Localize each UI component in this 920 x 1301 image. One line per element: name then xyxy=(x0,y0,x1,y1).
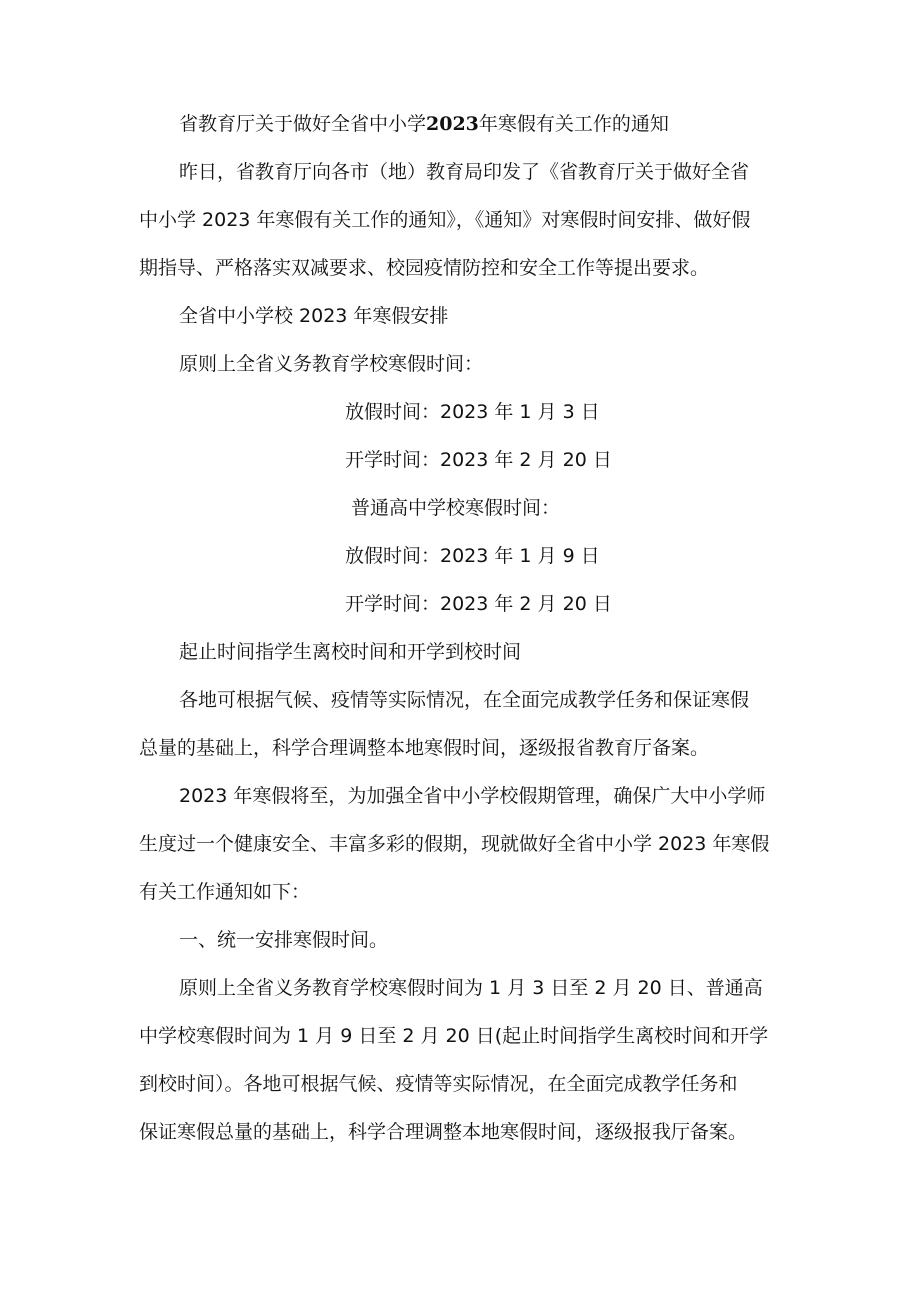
document-title xyxy=(139,112,789,136)
paragraph-line: 到校时间）。各地可根据气候、疫情等实际情况，在全面完成教学任务和 xyxy=(139,1073,738,1095)
highschool-intro: 普通高中学校寒假时间： xyxy=(345,497,561,519)
paragraph-line: 昨日，省教育厅向各市（地）教育局印发了《省教育厅关于做好全省 xyxy=(179,161,750,183)
document-body xyxy=(139,112,789,1168)
paragraph-line: 2023 年寒假将至，为加强全省中小学校假期管理，确保广大中小学师 xyxy=(179,785,766,807)
highschool-start-date: 放假时间：2023 年 1 月 9 日 xyxy=(345,545,600,567)
dates-note: 起止时间指学生离校时间和开学到校时间 xyxy=(179,641,522,663)
highschool-end-date: 开学时间：2023 年 2 月 20 日 xyxy=(345,593,612,615)
paragraph-line: 各地可根据气候、疫情等实际情况，在全面完成教学任务和保证寒假 xyxy=(179,689,750,711)
title-part-2: 年寒假有关工作的通知 xyxy=(478,113,669,135)
compulsory-end-date: 开学时间：2023 年 2 月 20 日 xyxy=(345,449,612,471)
section-heading: 一、统一安排寒假时间。 xyxy=(179,929,389,951)
compulsory-intro: 原则上全省义务教育学校寒假时间： xyxy=(179,353,484,375)
paragraph-line: 中小学 2023 年寒假有关工作的通知》，《通知》对寒假时间安排、做好假 xyxy=(139,209,751,231)
title-part-1: 省教育厅关于做好全省中小学 xyxy=(179,113,427,135)
compulsory-start-date: 放假时间：2023 年 1 月 3 日 xyxy=(345,401,600,423)
paragraph-line: 中学校寒假时间为 1 月 9 日至 2 月 20 日(起止时间指学生离校时间和开学 xyxy=(139,1025,769,1047)
paragraph-line: 总量的基础上，科学合理调整本地寒假时间，逐级报省教育厅备案。 xyxy=(139,737,710,759)
title-year: 2023 xyxy=(426,113,479,135)
schedule-heading: 全省中小学校 2023 年寒假安排 xyxy=(179,305,449,327)
paragraph-line: 生度过一个健康安全、丰富多彩的假期，现就做好全省中小学 2023 年寒假 xyxy=(139,833,770,855)
paragraph-line: 期指导、严格落实双减要求、校园疫情防控和安全工作等提出要求。 xyxy=(139,257,710,279)
paragraph-line: 保证寒假总量的基础上，科学合理调整本地寒假时间，逐级报我厅备案。 xyxy=(139,1121,748,1143)
paragraph-line: 有关工作通知如下： xyxy=(139,881,311,903)
paragraph-line: 原则上全省义务教育学校寒假时间为 1 月 3 日至 2 月 20 日、普通高 xyxy=(179,977,763,999)
